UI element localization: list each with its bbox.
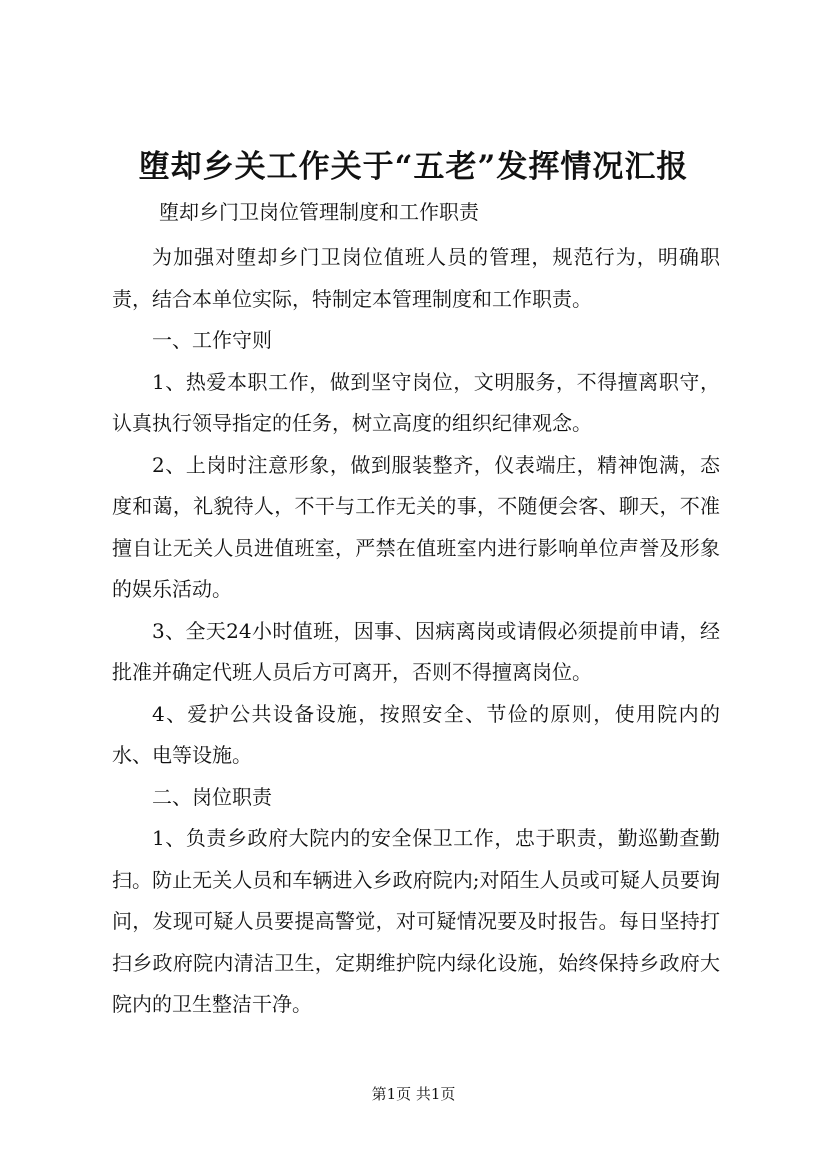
paragraph-rule-2: 2、上岗时注意形象，做到服装整齐，仪表端庄，精神饱满，态度和蔼，礼貌待人，不干与工作无关的事，不随便会客、聊天，不准擅自让无关人员进值班室，严禁在值班室内进行影响单位声誉及形象的娱乐活动。 [112,452,720,601]
section-heading-duties: 二、岗位职责 [152,784,272,809]
paragraph-rule-1: 1、热爱本职工作，做到坚守岗位，文明服务，不得擅离职守，认真执行领导指定的任务，树立高度的组织纪律观念。 [112,369,720,435]
paragraph-rule-4: 4、爱护公共设备设施，按照安全、节俭的原则，使用院内的水、电等设施。 [112,701,720,767]
paragraph-rule-3: 3、全天24小时值班，因事、因病离岗或请假必须提前申请，经批准并确定代班人员后方可离开，否则不得擅离岗位。 [112,618,720,684]
document-body [112,237,720,1026]
document-title: 堕却乡关工作关于“五老”发挥情况汇报 [138,149,689,185]
paragraph-intro: 为加强对堕却乡门卫岗位值班人员的管理，规范行为，明确职责，结合本单位实际，特制定本管理制度和工作职责。 [112,245,720,311]
section-heading-work-rules: 一、工作守则 [152,328,272,352]
paragraph-duty-1: 1、负责乡政府大院内的安全保卫工作，忠于职责，勤巡勤查勤扫。防止无关人员和车辆进入乡政府院内;对陌生人员或可疑人员要询问，发现可疑人员要提高警觉，对可疑情况要及时报告。每日坚持打扫乡政府院内清洁卫生，定期维护院内绿化设施，始终保持乡政府大院内的卫生整洁干净。 [112,826,720,1016]
document-subtitle: 堕却乡门卫岗位管理制度和工作职责 [159,200,479,224]
page-footer: 第1页 共1页 [371,1085,456,1103]
